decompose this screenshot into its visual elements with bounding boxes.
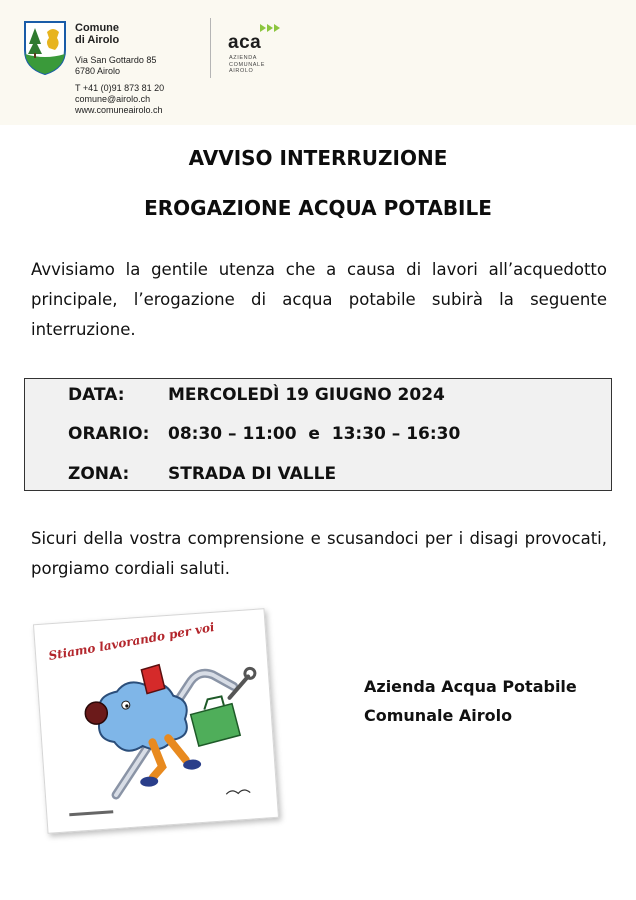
date-label: DATA:: [68, 385, 125, 405]
notice-title: AVVISO INTERRUZIONE: [188, 146, 448, 170]
header-divider: [210, 18, 211, 78]
municipality-name: Comune di Airolo: [75, 22, 120, 46]
municipality-contact: T +41 (0)91 873 81 20 comune@airolo.ch www.comuneairolo.ch: [75, 83, 165, 115]
time-value: 08:30 – 11:00 e 13:30 – 16:30: [168, 424, 461, 444]
date-value: MERCOLEDÌ 19 GIUGNO 2024: [168, 385, 445, 405]
zone-label: ZONA:: [68, 464, 130, 484]
interruption-details-box: [24, 378, 612, 491]
signature-line-1: Azienda Acqua Potabile: [364, 677, 577, 696]
aca-wordmark: aca: [228, 32, 262, 53]
airolo-coat-of-arms-icon: [23, 20, 67, 76]
intro-paragraph: Avvisiamo la gentile utenza che a causa di lavori all’acquedotto principale, l’erogazione di acqua potabile subirà la seguente interruzione.: [31, 260, 607, 339]
work-in-progress-cartoon: [33, 608, 279, 834]
cartoon-caption: Stiamo lavorando per voi: [47, 620, 216, 664]
notice-subtitle: EROGAZIONE ACQUA POTABILE: [144, 196, 492, 220]
closing-paragraph: Sicuri della vostra comprensione e scusandoci per i disagi provocati, porgiamo cordiali saluti.: [31, 529, 607, 578]
signature-line-2: Comunale Airolo: [364, 706, 513, 725]
municipality-address: Via San Gottardo 85 6780 Airolo: [75, 55, 157, 76]
time-label: ORARIO:: [68, 424, 150, 444]
zone-value: STRADA DI VALLE: [168, 464, 337, 484]
signature-block: [364, 672, 577, 730]
aca-subtitle: AZIENDA COMUNALE AIROLO: [229, 55, 265, 74]
